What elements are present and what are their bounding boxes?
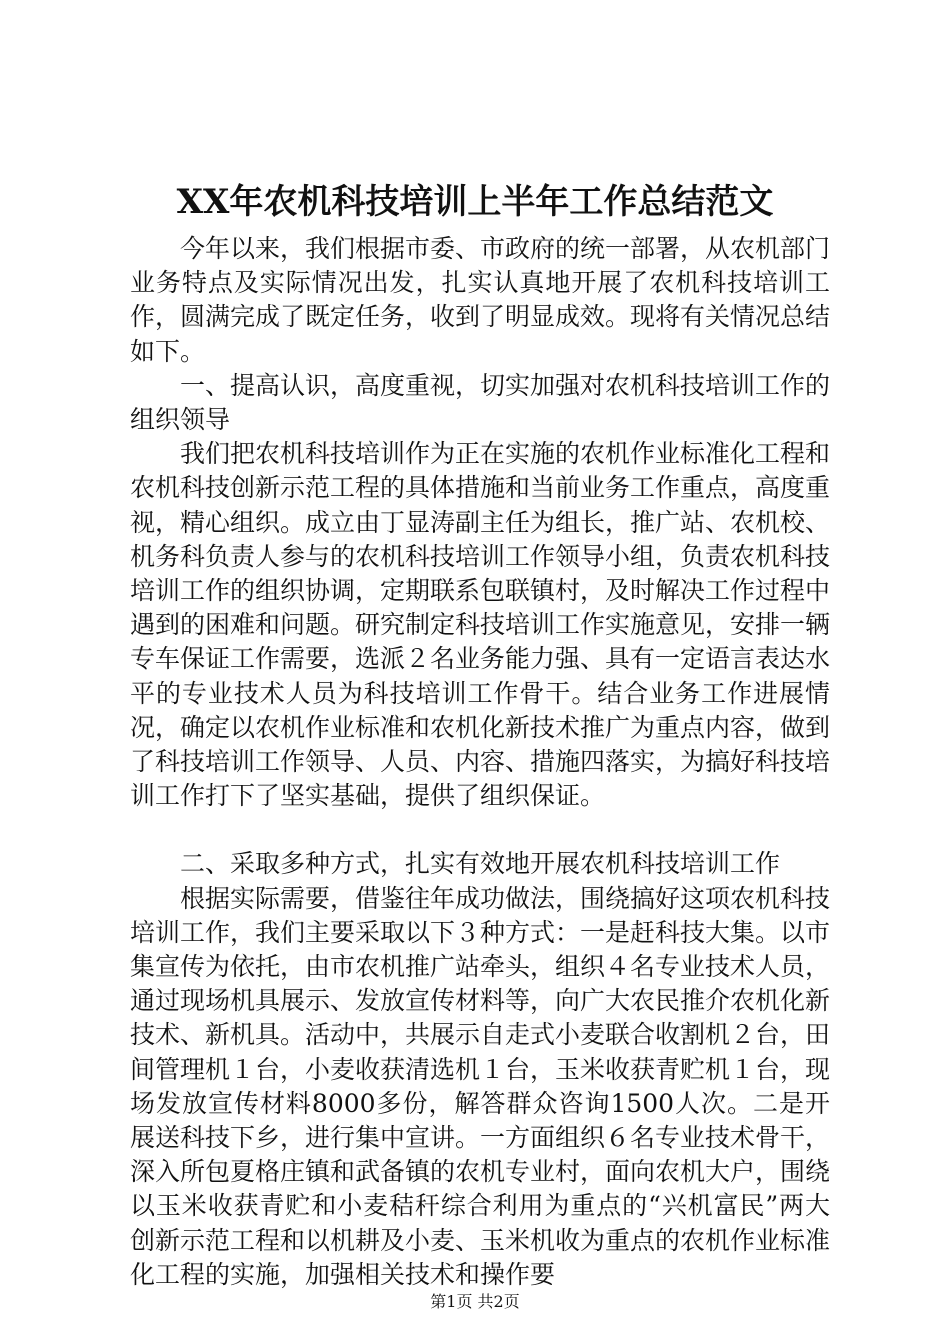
paragraph-gap — [130, 813, 830, 847]
section-heading-1: 一、提高认识，高度重视，切实加强对农机科技培训工作的组织领导 — [130, 370, 831, 435]
paragraph-section-2: 根据实际需要，借鉴往年成功做法，围绕搞好这项农机科技培训工作，我们主要采取以下３种方式：一是赶科技大集。以市集宣传为依托，由市农机推广站牵头，组织４名专业技术人员，通过现场机具展示、发放宣传材料等，向广大农民推介农机化新技术、新机具。活动中，共展示自走式小麦联合收割机２台，田间管理机１台，小麦收获清选机１台，玉米收获青贮机１台，现场发放宣传材料8000多份，解答群众咨询1500人次。二是开展送科技下乡，进行集中宣讲。一方面组织６名专业技术骨干，深入所包夏格庄镇和武备镇的农机专业村，面向农机大户，围绕以玉米收获青贮和小麦秸秆综合利用为重点的“兴机富民”两大创新示范工程和以机耕及小麦、玉米机收为重点的农机作业标准化工程的实施，加强相关技术和操作要 — [130, 883, 831, 1289]
document-title: XX年农机科技培训上半年工作总结范文 — [176, 182, 774, 222]
page-footer: 第1页 共2页 — [430, 1292, 520, 1311]
paragraph-intro: 今年以来，我们根据市委、市政府的统一部署，从农机部门业务特点及实际情况出发，扎实认真地开展了农机科技培训工作，圆满完成了既定任务，收到了明显成效。现将有关情况总结如下。 — [130, 234, 831, 366]
section-heading-2: 二、采取多种方式，扎实有效地开展农机科技培训工作 — [180, 849, 781, 879]
paragraph-section-1: 我们把农机科技培训作为正在实施的农机作业标准化工程和农机科技创新示范工程的具体措施和当前业务工作重点，高度重视，精心组织。成立由丁显涛副主任为组长，推广站、农机校、机务科负责人参与的农机科技培训工作领导小组，负责农机科技培训工作的组织协调，定期联系包联镇村，及时解决工作过程中遇到的困难和问题。研究制定科技培训工作实施意见，安排一辆专车保证工作需要，选派２名业务能力强、具有一定语言表达水平的专业技术人员为科技培训工作骨干。结合业务工作进展情况，确定以农机作业标准和农机化新技术推广为重点内容，做到了科技培训工作领导、人员、内容、措施四落实，为搞好科技培训工作打下了坚实基础，提供了组织保证。 — [130, 439, 831, 811]
document-body — [130, 232, 830, 1292]
